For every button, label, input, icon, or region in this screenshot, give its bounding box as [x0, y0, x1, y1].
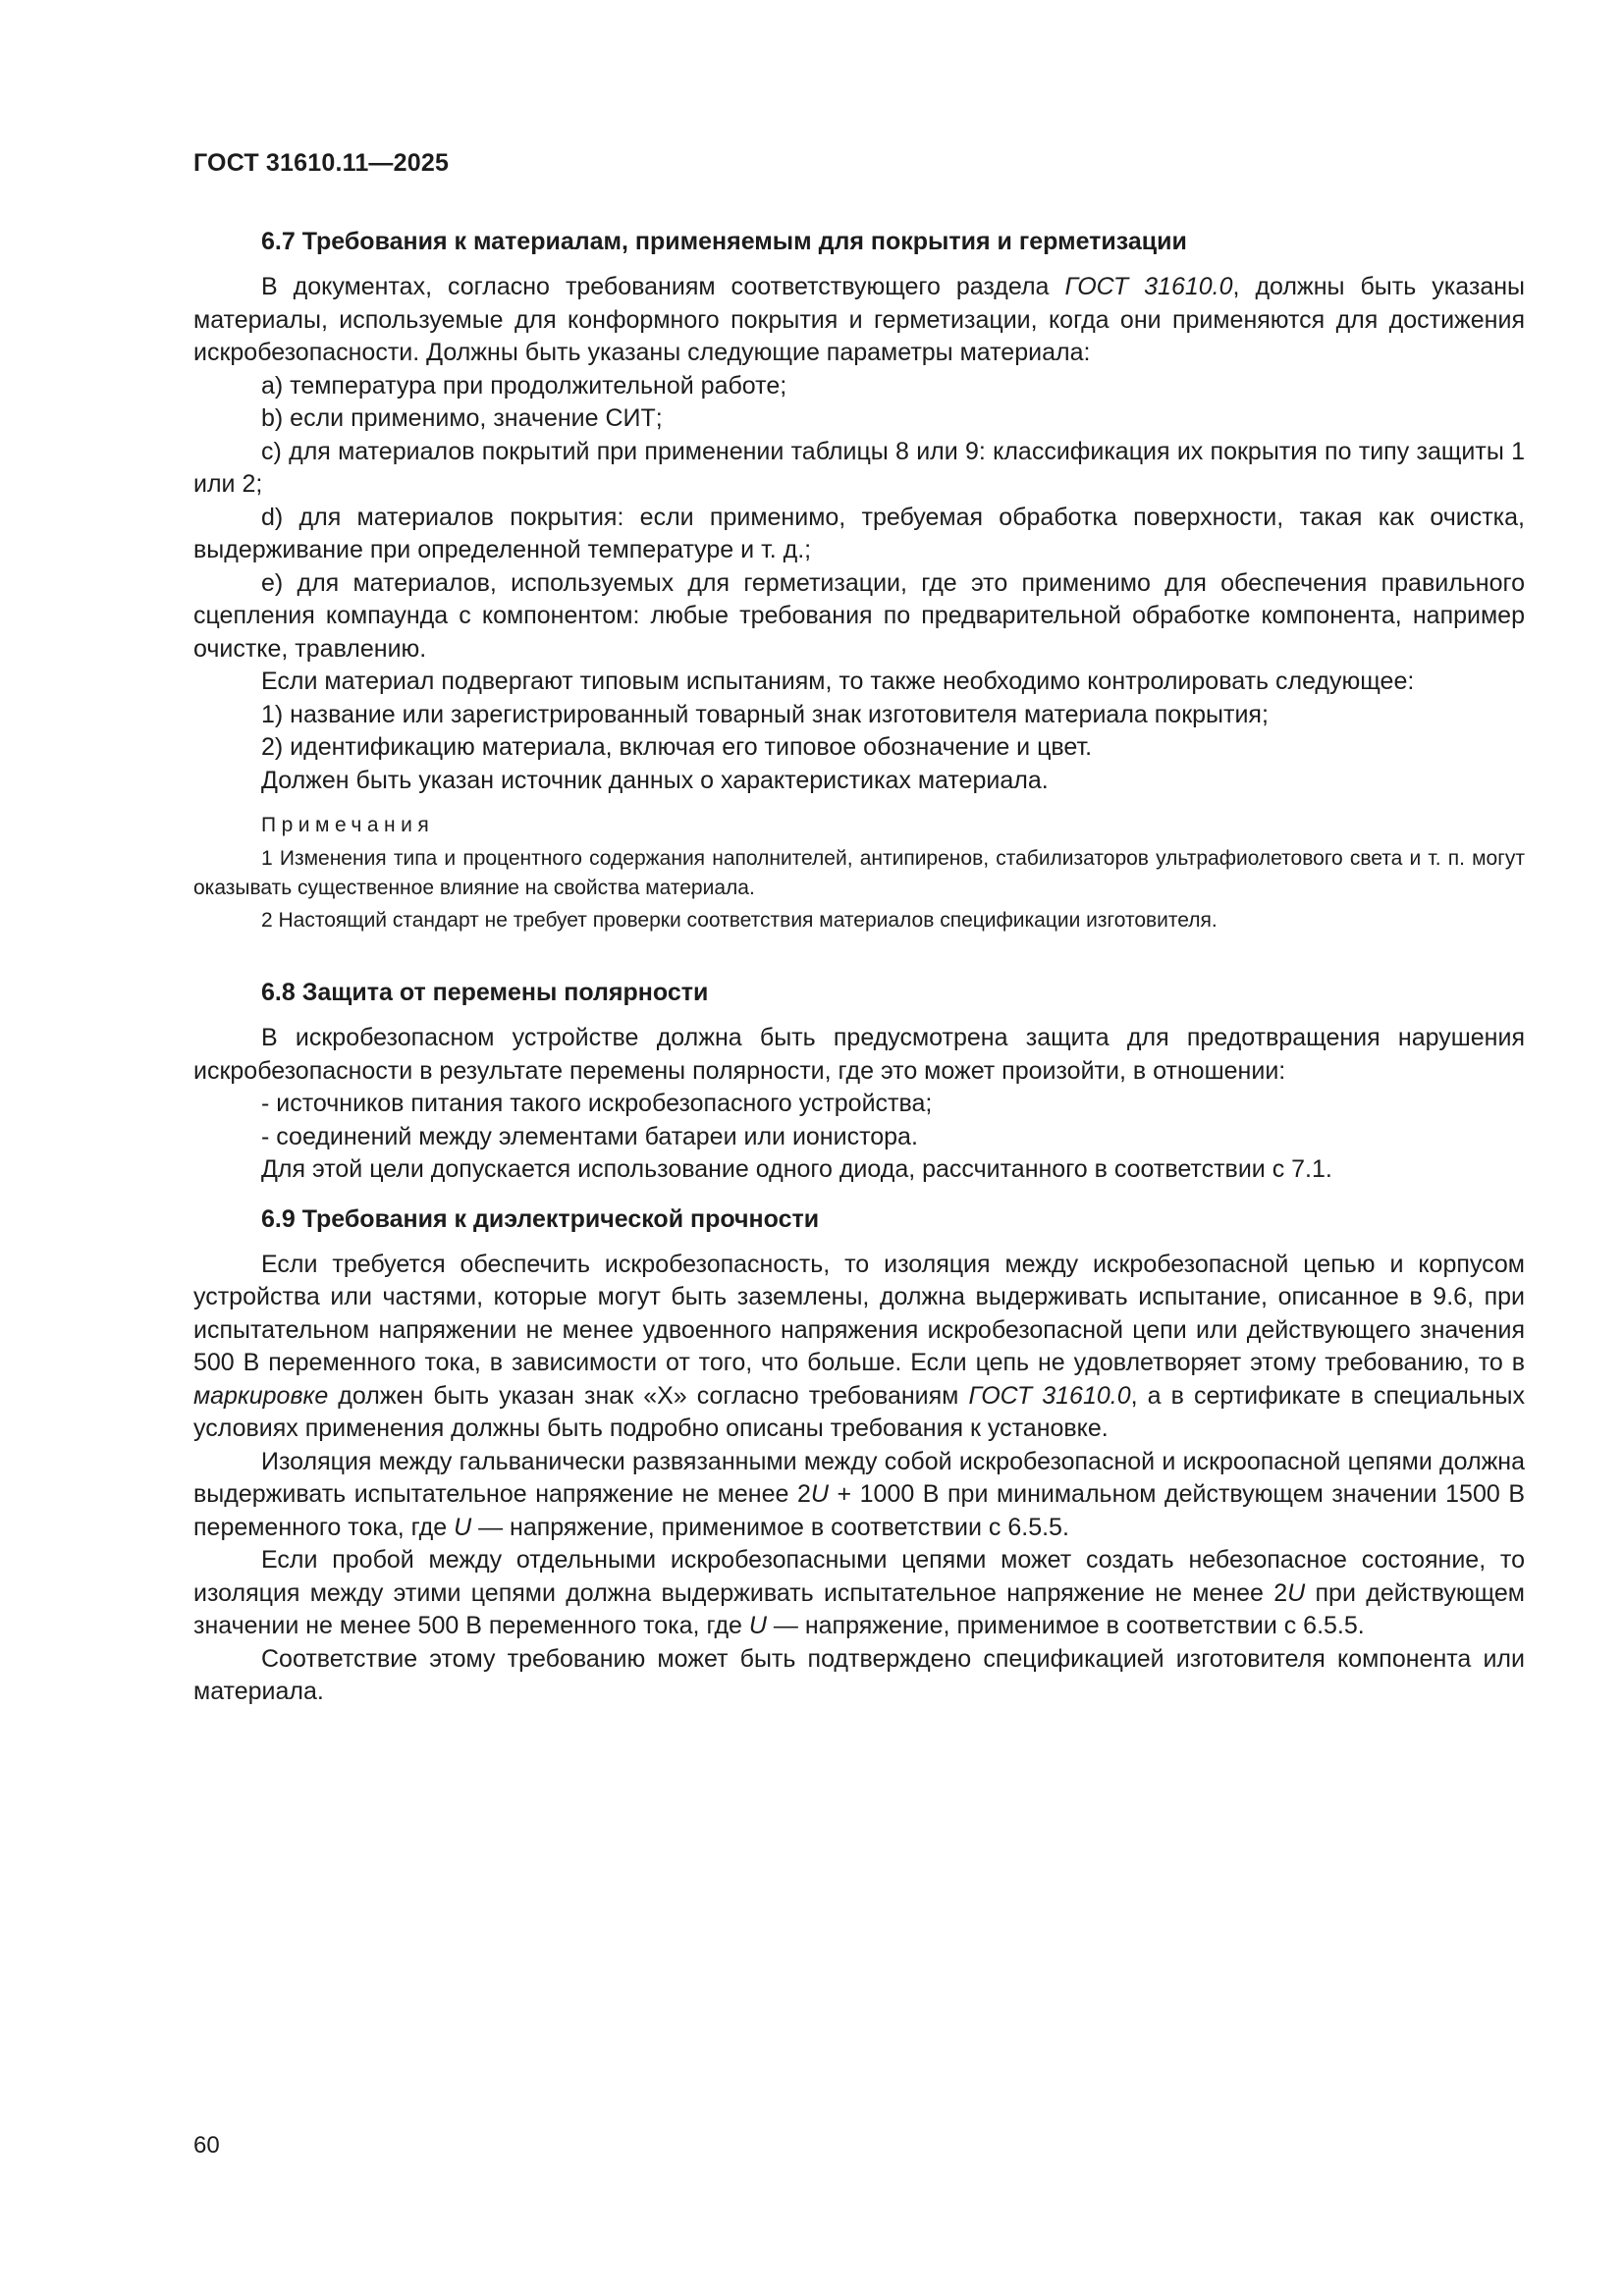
- notes-label: Примечания: [261, 814, 435, 836]
- document-code-header: ГОСТ 31610.11—2025: [193, 149, 450, 177]
- standard-reference: ГОСТ 31610.0: [1064, 273, 1233, 300]
- diode-paragraph: Для этой цели допускается использование одного диода, рассчитанного в соответствии с 7.1.: [261, 1155, 1332, 1183]
- standard-reference: ГОСТ 31610.0: [968, 1381, 1131, 1410]
- dielectric-paragraph-3: Если пробой между отдельными искробезопасными цепями может создать небезопасное состояние, то изоляция между этими цепями должна выдерживать испытательное напряжение не менее 2U при действующем значении не менее 500 В переменного тока, где U — напряжение, применимое в соответствии с 6.5.5.: [193, 1546, 1525, 1639]
- data-source-paragraph: Должен быть указан источник данных о характеристиках материала.: [261, 766, 1049, 794]
- section-6-8-title: 6.8 Защита от перемены полярности: [261, 979, 709, 1006]
- document-body: [193, 226, 1525, 1709]
- dielectric-paragraph-4: Соответствие этому требованию может быть подтверждено спецификацией изготовителя компонента или материала.: [193, 1644, 1525, 1705]
- section-6-7-title: 6.7 Требования к материалам, применяемым для покрытия и герметизации: [261, 228, 1187, 255]
- section-6-9-title: 6.9 Требования к диэлектрической прочности: [261, 1204, 820, 1233]
- dash-item-1: - источников питания такого искробезопасного устройства;: [261, 1090, 933, 1117]
- type-test-paragraph: Если материал подвергают типовым испытаниям, то также необходимо контролировать следующее:: [261, 667, 1415, 695]
- dielectric-paragraph-2: Изоляция между гальванически развязанными между собой искробезопасной и искроопасной цепями должна выдерживать испытательное напряжение не менее 2U + 1000 В при минимальном действующем значении 1500 В переменного тока, где U — напряжение, применимое в соответствии с 6.5.5.: [193, 1447, 1525, 1541]
- list-item-d: d) для материалов покрытия: если применимо, требуемая обработка поверхности, такая как очистка, выдерживание при определенной температуре и т. д.;: [193, 503, 1525, 563]
- dash-item-2: - соединений между элементами батареи или ионистора.: [261, 1122, 918, 1150]
- list-item-a: а) температура при продолжительной работе;: [261, 371, 787, 400]
- list-item-c: с) для материалов покрытий при применении таблицы 8 или 9: классификация их покрытия по типу защиты 1 или 2;: [193, 437, 1525, 498]
- dielectric-paragraph-1: Если требуется обеспечить искробезопасность, то изоляция между искробезопасной цепью и корпусом устройства или частями, которые могут быть заземлены, должна выдерживать испытание, описанное в 9.6, при испытательном напряжении не менее удвоенного напряжения искробезопасной цепи или действующего значения 500 В переменного тока, в зависимости от того, что больше. Если цепь не удовлетворяет этому требованию, то в маркировке должен быть указан знак «X» согласно требованиям ГОСТ 31610.0, а в сертификате в специальных условиях применения должны быть подробно описаны требования к установке.: [193, 1250, 1526, 1442]
- note-2: 2 Настоящий стандарт не требует проверки соответствия материалов спецификации изготовителя.: [261, 909, 1218, 932]
- marking-term: маркировке: [193, 1381, 329, 1410]
- numbered-item-2: 2) идентификацию материала, включая его типовое обозначение и цвет.: [261, 733, 1093, 761]
- note-1: 1 Изменения типа и процентного содержания наполнителей, антипиренов, стабилизаторов ультрафиолетового света и т. п. могут оказывать существенное влияние на свойства материала.: [193, 847, 1525, 899]
- section-6-8-paragraph: В искробезопасном устройстве должна быть предусмотрена защита для предотвращения нарушения искробезопасности в результате перемены полярности, где это может произойти, в отношении:: [193, 1024, 1525, 1085]
- page-number: 60: [193, 2132, 220, 2159]
- section-6-7-paragraph: В документах, согласно требованиям соответствующего раздела ГОСТ 31610.0, должны быть указаны материалы, используемые для конформного покрытия и герметизации, когда они применяются для достижения искробезопасности. Должны быть указаны следующие параметры материала:: [193, 273, 1525, 366]
- numbered-item-1: 1) название или зарегистрированный товарный знак изготовителя материала покрытия;: [261, 700, 1269, 728]
- list-item-e: е) для материалов, используемых для герметизации, где это применимо для обеспечения правильного сцепления компаунда с компонентом: любые требования по предварительной обработке компонента, например очистке, травлению.: [193, 568, 1525, 663]
- list-item-b: b) если применимо, значение СИТ;: [261, 404, 663, 432]
